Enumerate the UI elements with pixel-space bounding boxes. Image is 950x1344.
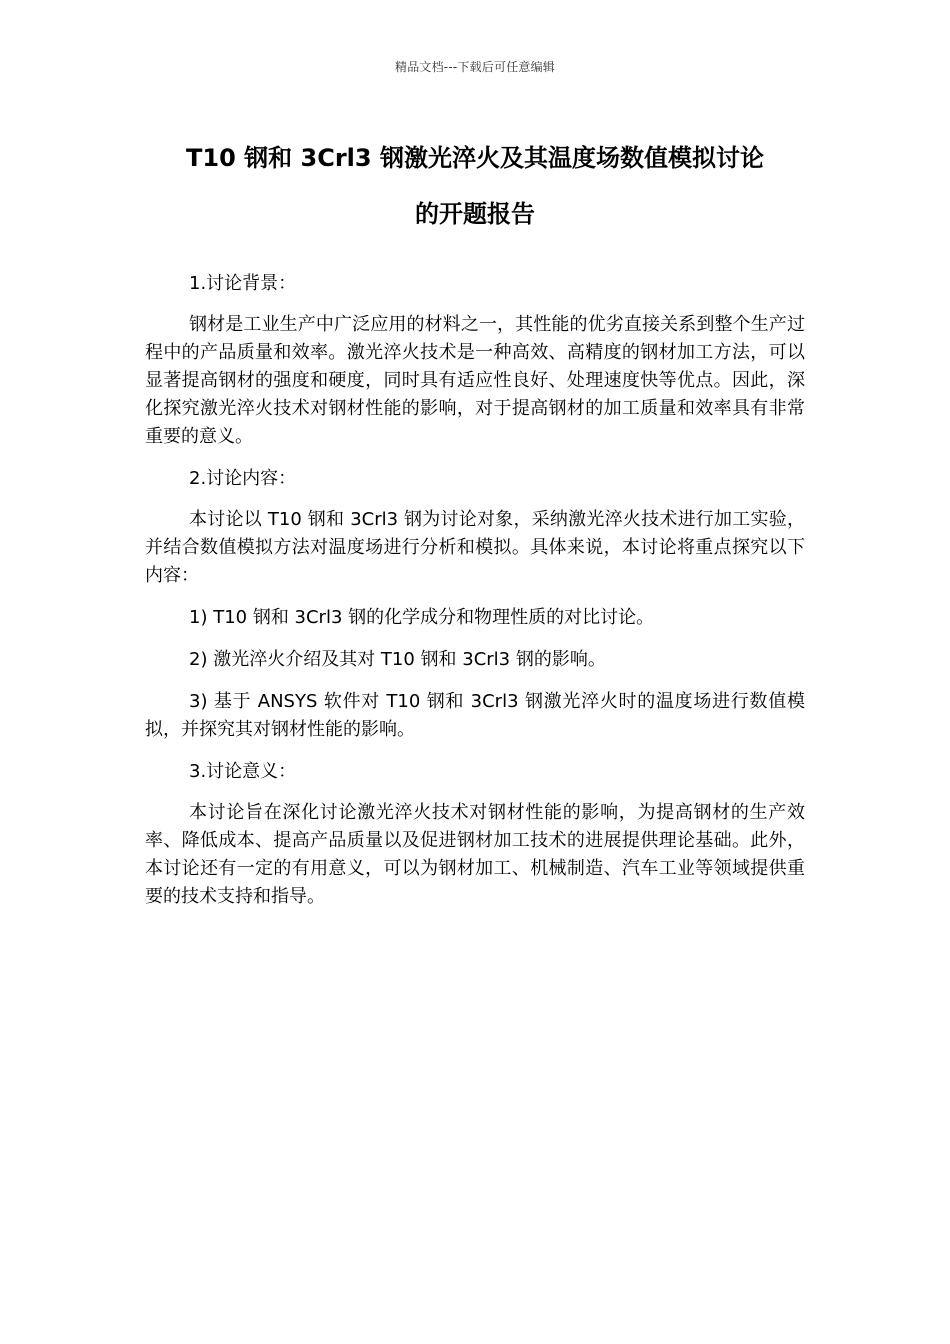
list-item-content-2: 2) 激光淬火介绍及其对 T10 钢和 3Crl3 钢的影响。	[189, 649, 606, 670]
paragraph-significance: 本讨论旨在深化讨论激光淬火技术对钢材性能的影响，为提高钢材的生产效率、降低成本、提高产品质量以及促进钢材加工技术的进展提供理论基础。此外，本讨论还有一定的有用意义，可以为钢材加工、机械制造、汽车工业等领域提供重要的技术支持和指导。	[145, 802, 805, 907]
section-heading-significance: 3.讨论意义：	[189, 761, 297, 782]
section-heading-background: 1.讨论背景：	[189, 273, 297, 294]
document-title	[140, 130, 810, 242]
list-item-content-1: 1) T10 钢和 3Crl3 钢的化学成分和物理性质的对比讨论。	[189, 607, 655, 628]
header-note: 精品文档---下载后可任意编辑	[395, 60, 555, 74]
title-line-2: 的开题报告	[415, 200, 535, 228]
document-body	[145, 270, 805, 925]
title-line-1: T10 钢和 3Crl3 钢激光淬火及其温度场数值模拟讨论	[186, 144, 764, 172]
list-item-content-3: 3) 基于 ANSYS 软件对 T10 钢和 3Crl3 钢激光淬火时的温度场进行数值模拟，并探究其对钢材性能的影响。	[145, 691, 805, 740]
paragraph-background: 钢材是工业生产中广泛应用的材料之一，其性能的优劣直接关系到整个生产过程中的产品质量和效率。激光淬火技术是一种高效、高精度的钢材加工方法，可以显著提高钢材的强度和硬度，同时具有适应性良好、处理速度快等优点。因此，深化探究激光淬火技术对钢材性能的影响，对于提高钢材的加工质量和效率具有非常重要的意义。	[145, 314, 805, 447]
paragraph-content: 本讨论以 T10 钢和 3Crl3 钢为讨论对象，采纳激光淬火技术进行加工实验，并结合数值模拟方法对温度场进行分析和模拟。具体来说，本讨论将重点探究以下内容：	[145, 509, 805, 586]
section-heading-content: 2.讨论内容：	[189, 468, 297, 489]
